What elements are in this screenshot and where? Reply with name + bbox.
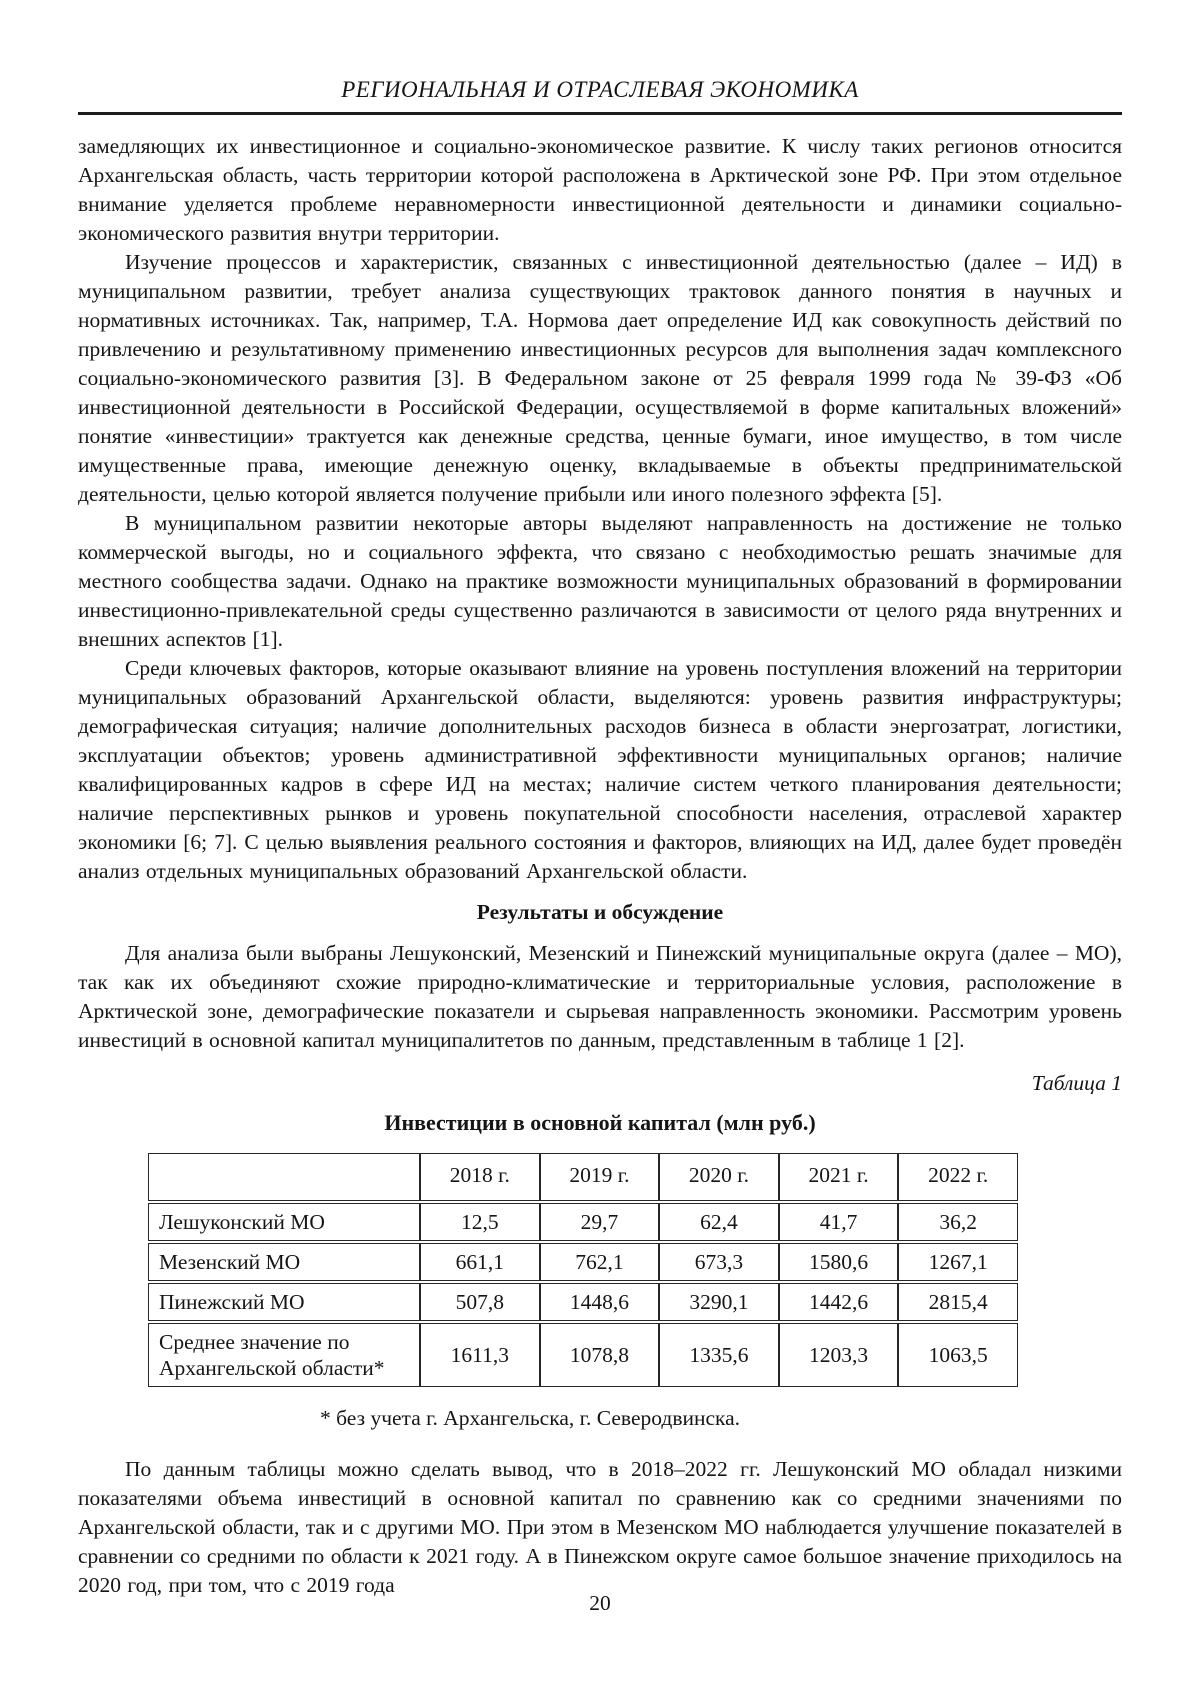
value-cell: 62,4 [659,1203,779,1241]
paragraph: В муниципальном развитии некоторые авторы выделяют направленность на достижение не только коммерческой выгоды, но и социального эффекта, что связано с необходимостью решать значимые для местного сообщества задачи. Однако на практике возможности муниципальных образований в формировании инвестиционно-привлекательной среды существенно различаются в зависимости от целого ряда внутренних и внешних аспектов [1]. [78,511,1122,651]
value-cell: 1063,5 [898,1323,1018,1387]
value-cell: 1203,3 [779,1323,899,1387]
value-cell: 1448,6 [540,1283,660,1321]
value-cell: 1267,1 [898,1243,1018,1281]
value-cell: 1078,8 [540,1323,660,1387]
page-number: 20 [589,1591,611,1615]
table-header-cell: 2019 г. [540,1153,660,1201]
table-row [148,1203,1018,1241]
table-header-cell: 2021 г. [779,1153,899,1201]
section-heading: Результаты и обсуждение [476,900,724,924]
row-label-cell: Среднее значение по Архангельской области* [148,1323,420,1387]
row-label-cell: Мезенский МО [148,1243,420,1281]
value-cell: 1335,6 [659,1323,779,1387]
paragraph: По данным таблицы можно сделать вывод, что в 2018–2022 гг. Лешуконский МО обладал низкими показателями объема инвестиций в основной капитал по сравнению как со средними значениями по Архангельской области, так и с другими МО. При этом в Мезенском МО наблюдается улучшение показателей в сравнении со средними по области к 2021 году. А в Пинежском округе самое большое значение приходилось на 2020 год, при том, что с 2019 года [78,1457,1122,1597]
table-header-cell [148,1153,420,1201]
value-cell: 2815,4 [898,1283,1018,1321]
paragraph: Среди ключевых факторов, которые оказывают влияние на уровень поступления вложений на территории муниципальных образований Архангельской области, выделяются: уровень развития инфраструктуры; демографическая ситуация; наличие дополнительных расходов бизнеса в области энергозатрат, логистики, эксплуатации объектов; уровень административной эффективности муниципальных органов; наличие квалифицированных кадров в сфере ИД на местах; наличие систем четкого планирования деятельности; наличие перспективных рынков и уровень покупательной способности населения, отраслевой характер экономики [6; 7]. С целью выявления реального состояния и факторов, влияющих на ИД, далее будет проведён анализ отдельных муниципальных образований Архангельской области. [78,656,1122,883]
value-cell: 12,5 [420,1203,540,1241]
table-header-cell: 2022 г. [898,1153,1018,1201]
value-cell: 36,2 [898,1203,1018,1241]
table-footnote: * без учета г. Архангельска, г. Северодвинска. [320,1406,741,1430]
investments-table [148,1151,1018,1389]
table-label: Таблица 1 [1031,1071,1122,1095]
value-cell: 1442,6 [779,1283,899,1321]
value-cell: 673,3 [659,1243,779,1281]
table-title: Инвестиции в основной капитал (млн руб.) [384,1110,816,1135]
paragraph: Изучение процессов и характеристик, связанных с инвестиционной деятельностью (далее – ИД) в муниципальном развитии, требует анализа существующих трактовок данного понятия в научных и нормативных источниках. Так, например, Т.А. Нормова дает определение ИД как совокупность действий по привлечению и результативному применению инвестиционных ресурсов для выполнения задач комплексного социально-экономического развития [3]. В Федеральном законе от 25 февраля 1999 года № 39-ФЗ «Об инвестиционной деятельности в Российской Федерации, осуществляемой в форме капитальных вложений» понятие «инвестиции» трактуется как денежные средства, ценные бумаги, иное имущество, в том числе имущественные права, имеющие денежную оценку, вкладываемые в объекты предпринимательской деятельности, целью которой является получение прибыли или иного полезного эффекта [5]. [78,250,1122,506]
value-cell: 762,1 [540,1243,660,1281]
running-head: РЕГИОНАЛЬНАЯ И ОТРАСЛЕВАЯ ЭКОНОМИКА [78,76,1122,115]
paragraph: Для анализа были выбраны Лешуконский, Мезенский и Пинежский муниципальные округа (далее – МО), так как их объединяют схожие природно-климатические и территориальные условия, расположение в Арктической зоне, демографические показатели и сырьевая направленность экономики. Рассмотрим уровень инвестиций в основной капитал муниципалитетов по данным, представленным в таблице 1 [2]. [78,941,1122,1052]
paragraph: замедляющих их инвестиционное и социально-экономическое развитие. К числу таких регионов относится Архангельская область, часть территории которой расположена в Арктической зоне РФ. При этом отдельное внимание уделяется проблеме неравномерности инвестиционной деятельности и динамики социально-экономического развития внутри территории. [78,134,1122,245]
table-header-cell: 2020 г. [659,1153,779,1201]
value-cell: 3290,1 [659,1283,779,1321]
row-label-cell: Лешуконский МО [148,1203,420,1241]
table-header-cell: 2018 г. [420,1153,540,1201]
value-cell: 1580,6 [779,1243,899,1281]
row-label-cell: Пинежский МО [148,1283,420,1321]
value-cell: 661,1 [420,1243,540,1281]
table-row [148,1283,1018,1321]
value-cell: 41,7 [779,1203,899,1241]
value-cell: 1611,3 [420,1323,540,1387]
table-row [148,1323,1018,1387]
value-cell: 29,7 [540,1203,660,1241]
value-cell: 507,8 [420,1283,540,1321]
table-row [148,1243,1018,1281]
table-header-row [148,1153,1018,1201]
article-body [78,132,1122,1600]
